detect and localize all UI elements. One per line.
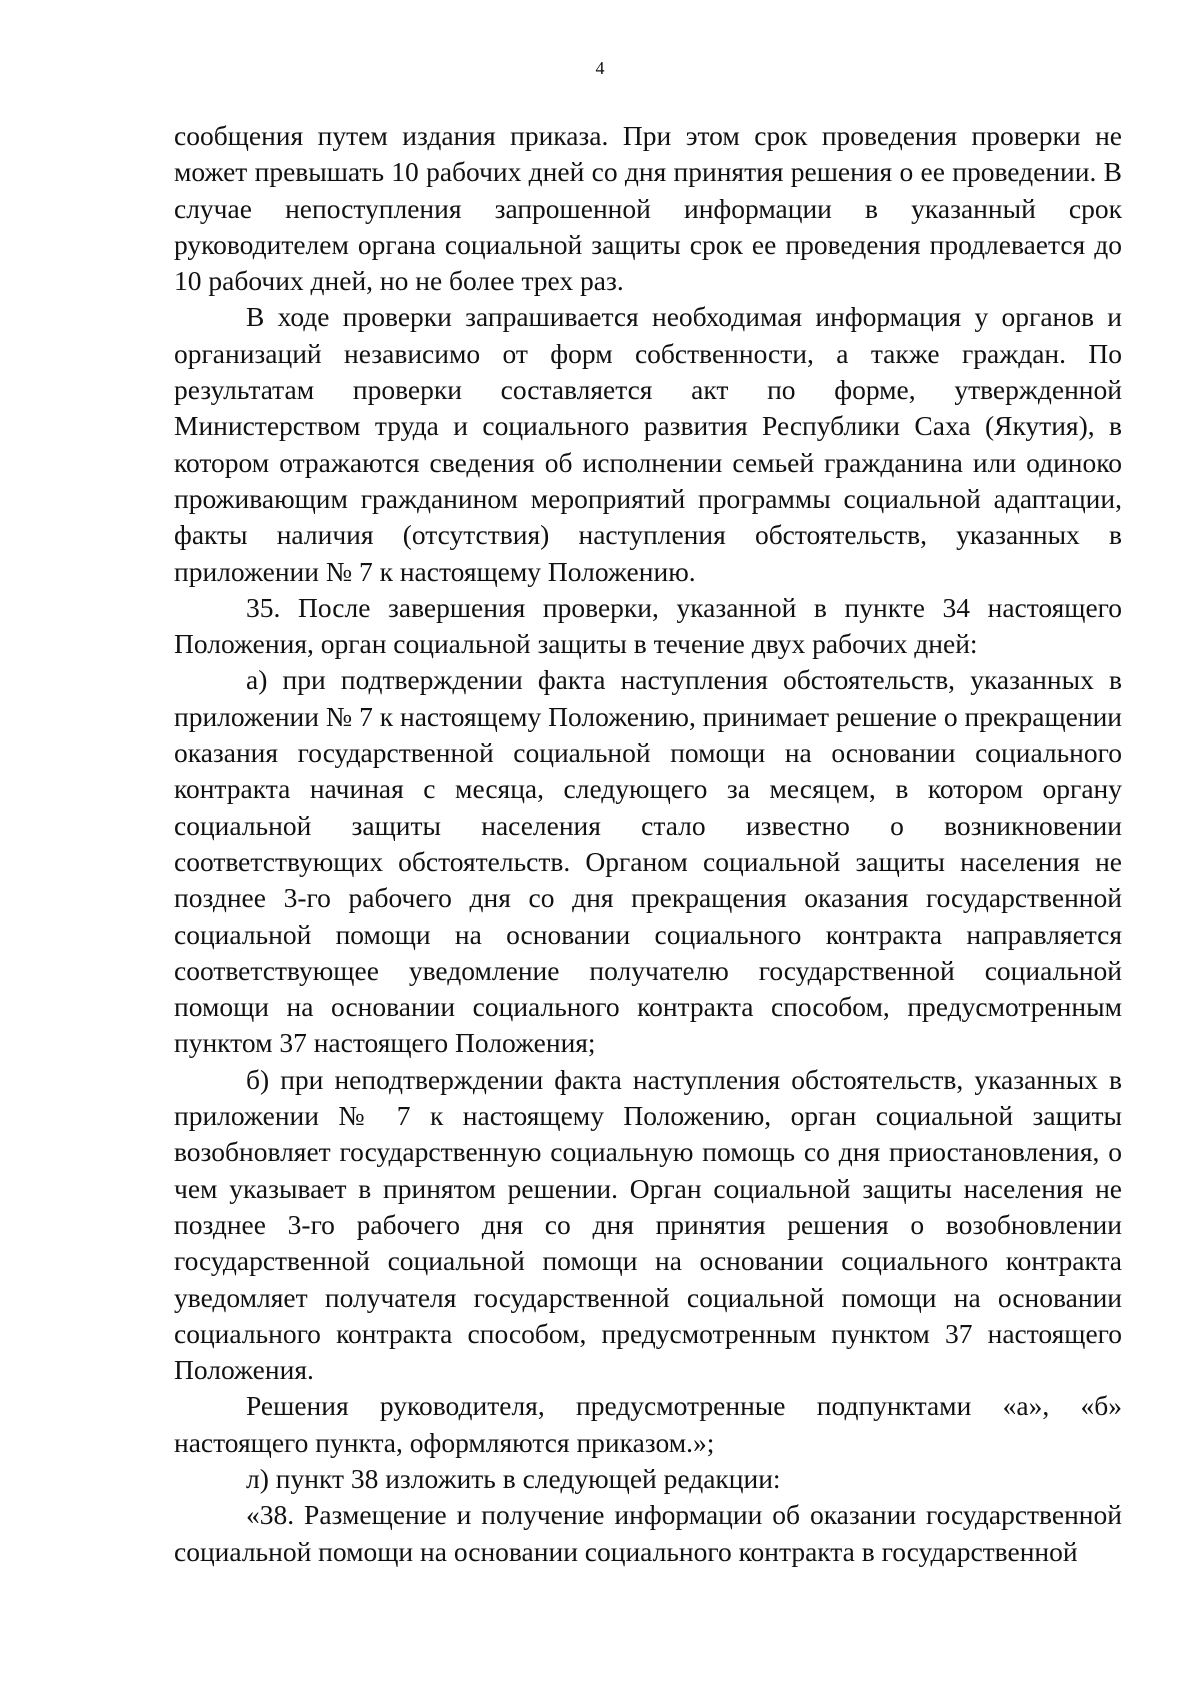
paragraph-inspection-info: В ходе проверки запрашивается необходимая информация у органов и организаций независимо от форм собственности, а также граждан. По результатам проверки составляется акт по форме, утвержденной Министерством труда и социального развития Республики Саха (Якутия), в котором отражаются сведения об исполнении семьей гражданина или одиноко проживающим гражданином мероприятий программы социальной адаптации, факты наличия (отсутствия) наступления обстоятельств, указанных в приложении № 7 к настоящему Положению. — [174, 301, 1122, 587]
paragraph-subitem-b: б) при неподтверждении факта наступления обстоятельств, указанных в приложении № 7 к настоящему Положению, орган социальной защиты возобновляет государственную социальную помощь со дня приостановления, о чем указывает в принятом решении. Орган социальной защиты населения не позднее 3-го рабочего дня со дня принятия решения о возобновлении государственной социальной помощи на основании социального контракта уведомляет получателя государственной социальной помощи на основании социального контракта способом, предусмотренным пунктом 37 настоящего Положения. — [174, 1063, 1122, 1386]
paragraph-item-38: «38. Размещение и получение информации об оказании государственной социальной помощи на основании социального контракта в государственной — [174, 1499, 1122, 1567]
paragraph-item-35: 35. После завершения проверки, указанной в пункте 34 настоящего Положения, орган социальной защиты в течение двух рабочих дней: — [174, 591, 1122, 660]
paragraph-subitem-l: л) пункт 38 изложить в следующей редакции: — [246, 1462, 781, 1494]
paragraph-continuation: сообщения путем издания приказа. При этом срок проведения проверки не может превышать 10 рабочих дней со дня принятия решения о ее проведении. В случае непоступления запрошенной информации в указанный срок руководителем органа социальной защиты срок ее проведения продлевается до 10 рабочих дней, но не более трех раз. — [174, 120, 1122, 297]
paragraph-decisions: Решения руководителя, предусмотренные подпунктами «а», «б» настоящего пункта, оформляются приказом.»; — [174, 1390, 1122, 1458]
page-number: 4 — [595, 58, 605, 78]
paragraph-subitem-a: а) при подтверждении факта наступления обстоятельств, указанных в приложении № 7 к настоящему Положению, принимает решение о прекращении оказания государственной социальной помощи на основании социального контракта начиная с месяца, следующего за месяцем, в котором органу социальной защиты населения стало известно о возникновении соответствующих обстоятельств. Органом социальной защиты населения не позднее 3-го рабочего дня со дня прекращения оказания государственной социальной помощи на основании социального контракта направляется соответствующее уведомление получателю государственной социальной помощи на основании социального контракта способом, предусмотренным пунктом 37 настоящего Положения; — [174, 664, 1122, 1059]
document-body — [174, 118, 1122, 1570]
